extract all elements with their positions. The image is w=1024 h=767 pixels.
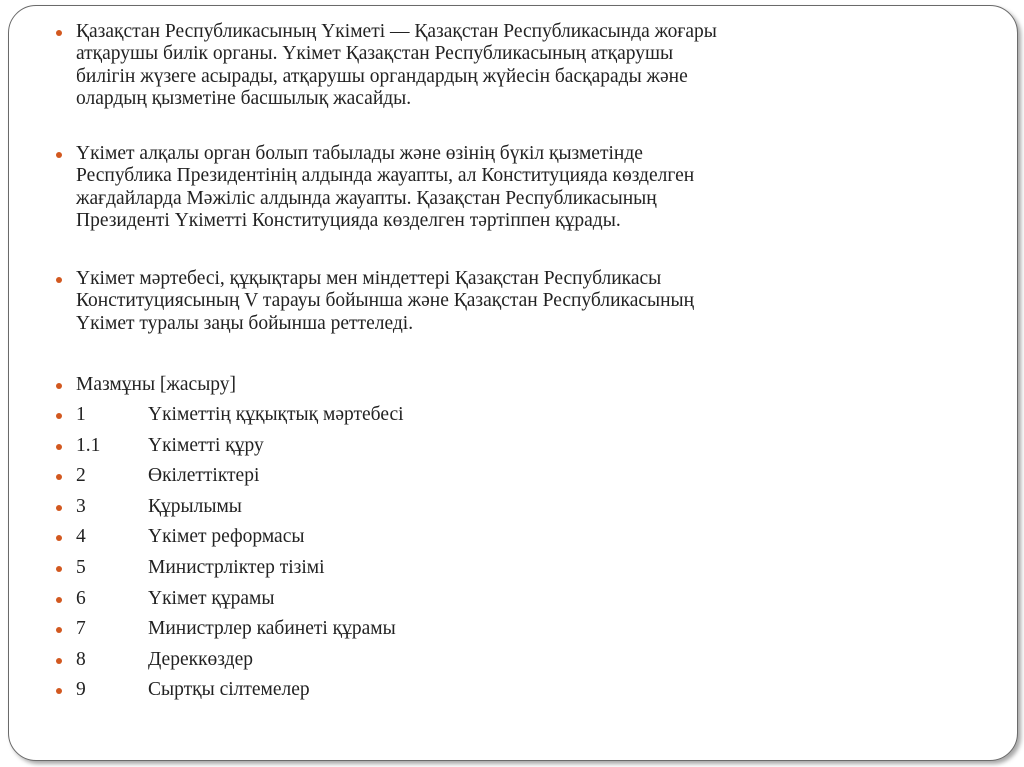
bullet-icon [56, 413, 62, 419]
item-title: Құрылымы [148, 495, 242, 517]
contents-item[interactable] [76, 526, 304, 548]
item-title: Үкімет реформасы [148, 526, 305, 548]
paragraph-3 [76, 268, 694, 335]
contents-item[interactable] [76, 618, 396, 640]
item-title: Министрліктер тізімі [148, 557, 325, 578]
paragraph-1 [76, 21, 717, 110]
item-number: 6 [76, 587, 86, 609]
item-number: 1.1 [76, 434, 101, 456]
bullet-icon [56, 566, 62, 572]
bullet-icon [56, 152, 62, 158]
item-title: Дереккөздер [148, 648, 253, 670]
contents-item[interactable] [76, 588, 274, 610]
item-title: Сыртқы сілтемелер [148, 679, 310, 701]
contents-item[interactable] [76, 496, 242, 518]
contents-item[interactable] [76, 649, 253, 671]
text-line: олардың қызметіне басшылық жасайды. [76, 87, 412, 109]
contents-item[interactable] [76, 679, 310, 701]
item-title: Үкімет құрамы [148, 587, 275, 609]
item-number: 5 [76, 557, 86, 578]
bullet-icon [56, 597, 62, 603]
text-line: Президенті Үкіметті Конституцияда көзделген тәртіппен құрады. [76, 209, 621, 231]
text-line: Үкімет алқалы орган болып табылады және өзінің бүкіл қызметінде [76, 143, 643, 164]
text-line: Конституциясының V тарауы бойынша және Қазақстан Республикасының [76, 290, 695, 312]
bullet-icon [56, 383, 62, 389]
text-line: жағдайларда Мәжіліс алдында жауапты. Қазақстан Республикасының [76, 187, 657, 209]
item-number: 7 [76, 618, 86, 640]
item-number: 3 [76, 495, 86, 517]
contents-toggle[interactable]: Мазмұны [жасыру] [76, 374, 237, 395]
bullet-icon [56, 277, 62, 283]
text-line: Үкімет мәртебесі, құқықтары мен міндеттері Қазақстан Республикасы [76, 268, 662, 289]
bullet-icon [56, 30, 62, 36]
item-number: 8 [76, 648, 86, 670]
text-line: Республика Президентінің алдында жауапты, ал Конституцияда көзделген [76, 165, 695, 187]
bullet-icon [56, 505, 62, 511]
contents-item[interactable] [76, 435, 264, 457]
text-line: Қазақстан Республикасының Үкіметі — Қазақстан Республикасында жоғары [76, 21, 717, 42]
bullet-icon [56, 658, 62, 664]
text-line: Үкімет туралы заңы бойынша реттеледі. [76, 312, 414, 334]
bullet-icon [56, 444, 62, 450]
item-title: Министрлер кабинеті құрамы [148, 618, 396, 640]
item-title: Үкіметтің құқықтық мәртебесі [148, 404, 404, 425]
contents-item[interactable] [76, 465, 259, 487]
contents-item[interactable] [76, 557, 325, 579]
item-number: 1 [76, 404, 86, 425]
item-title: Өкілеттіктері [148, 465, 260, 487]
item-title: Үкіметті құру [148, 434, 264, 456]
item-number: 9 [76, 679, 86, 701]
item-number: 2 [76, 465, 86, 487]
paragraph-2 [76, 143, 694, 232]
item-number: 4 [76, 526, 86, 548]
text-line: билігін жүзеге асырады, атқарушы органдардың жүйесін басқарады және [76, 65, 688, 87]
contents-heading [76, 374, 236, 396]
text-line: атқарушы билік органы. Үкімет Қазақстан Республикасының атқарушы [76, 43, 674, 65]
contents-item[interactable] [76, 404, 404, 426]
